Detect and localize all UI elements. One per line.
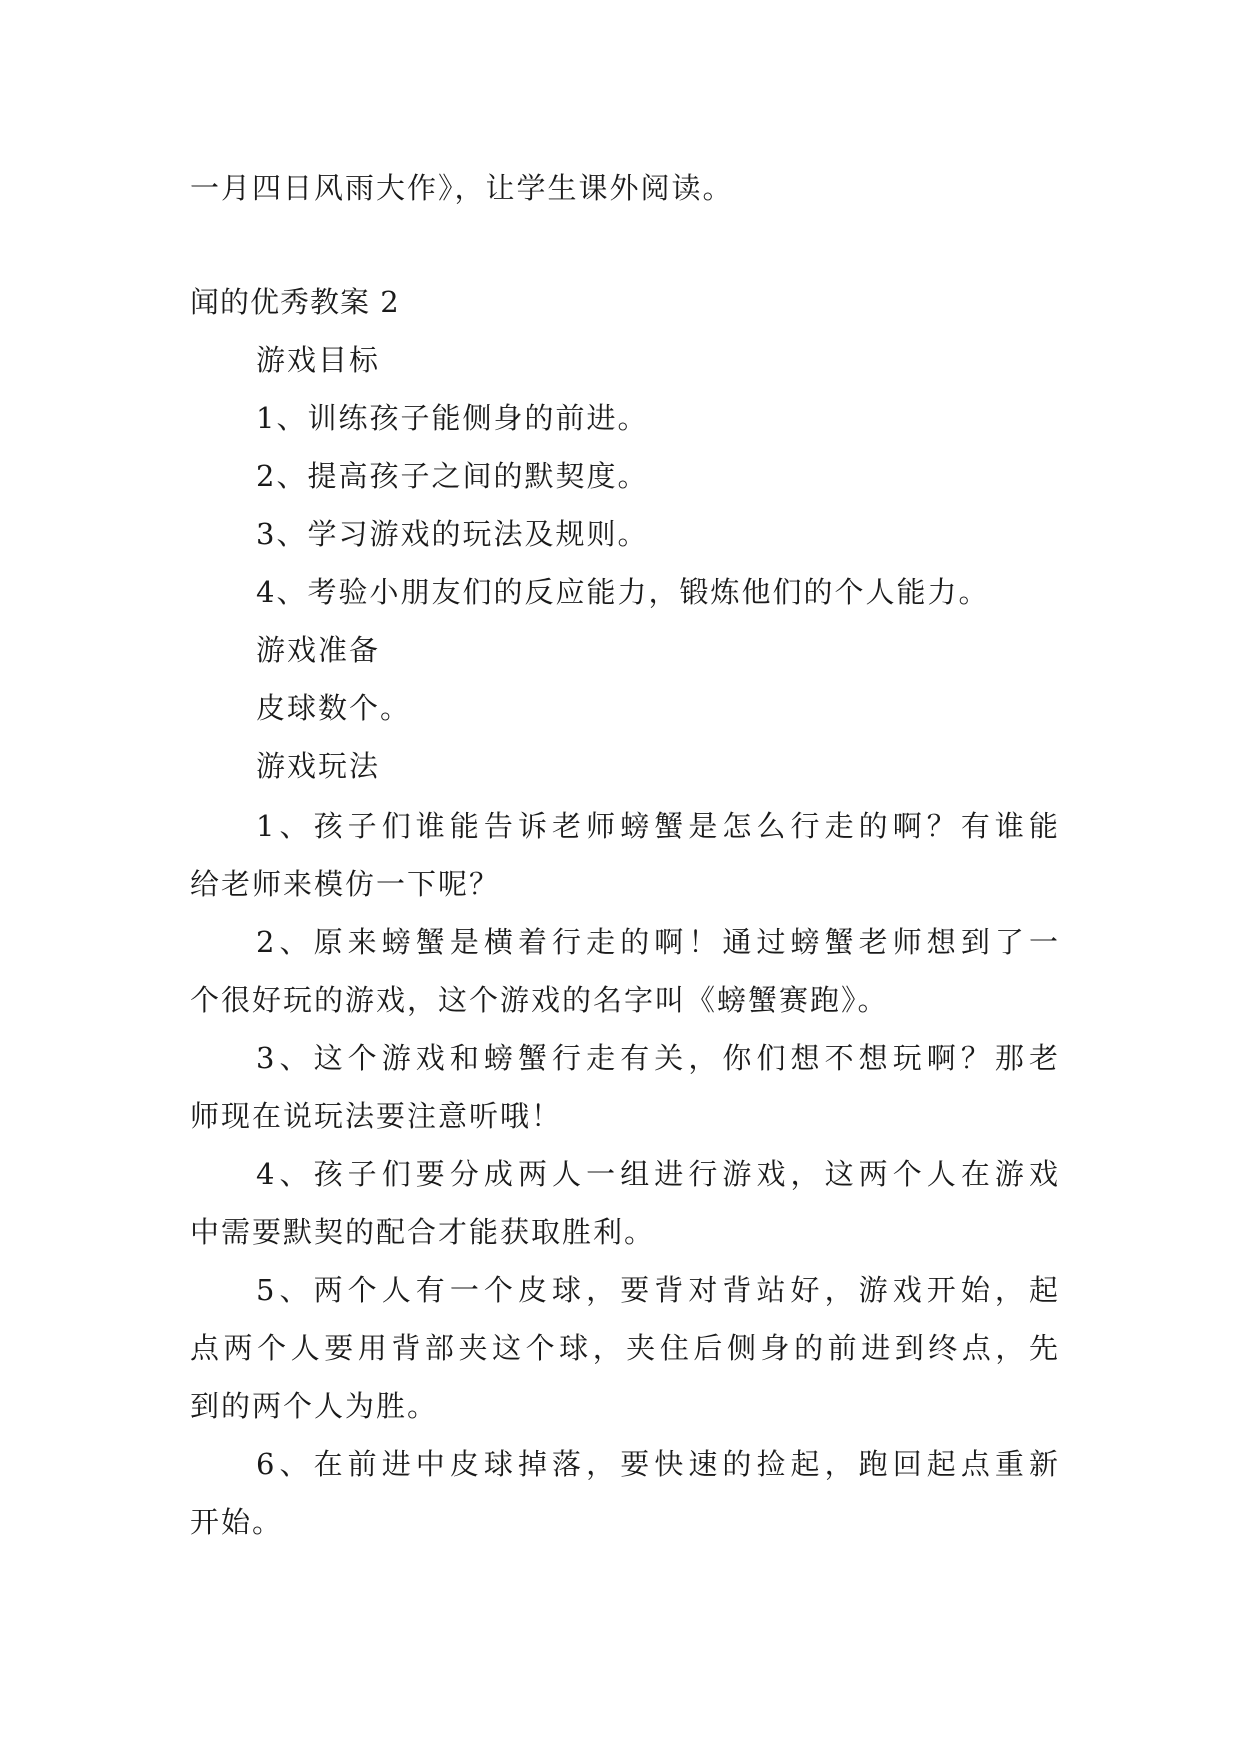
goal-item-3: 3、学习游戏的玩法及规则。 [256, 517, 649, 551]
gameplay-step-3-line-2: 师现在说玩法要注意听哦！ [190, 1099, 563, 1133]
gameplay-step-5-line-2: 点两个人要用背部夹这个球，夹住后侧身的前进到终点，先 [190, 1331, 1060, 1365]
goal-item-1: 1、训练孩子能侧身的前进。 [256, 401, 649, 435]
gameplay-step-1-line-2: 给老师来模仿一下呢？ [190, 867, 501, 901]
goal-item-2: 2、提高孩子之间的默契度。 [256, 459, 649, 493]
subheading-preparation: 游戏准备 [256, 633, 381, 667]
subheading-gameplay: 游戏玩法 [256, 749, 381, 783]
text-line-continuation: 一月四日风雨大作》，让学生课外阅读。 [190, 171, 734, 205]
preparation-text: 皮球数个。 [256, 691, 412, 725]
gameplay-step-4-line-1: 4、孩子们要分成两人一组进行游戏，这两个人在游戏 [256, 1157, 1060, 1191]
gameplay-step-1-line-1: 1、孩子们谁能告诉老师螃蟹是怎么行走的啊？有谁能 [256, 809, 1060, 843]
gameplay-step-6-line-1: 6、在前进中皮球掉落，要快速的捡起，跑回起点重新 [256, 1447, 1060, 1481]
gameplay-step-4-line-2: 中需要默契的配合才能获取胜利。 [190, 1215, 656, 1249]
gameplay-step-6-line-2: 开始。 [190, 1505, 284, 1539]
goal-item-4: 4、考验小朋友们的反应能力，锻炼他们的个人能力。 [256, 575, 990, 609]
gameplay-step-2-line-1: 2、原来螃蟹是横着行走的啊！通过螃蟹老师想到了一 [256, 925, 1060, 959]
gameplay-step-5-line-3: 到的两个人为胜。 [190, 1389, 439, 1423]
gameplay-step-2-line-2: 个很好玩的游戏，这个游戏的名字叫《螃蟹赛跑》。 [190, 983, 889, 1017]
section-heading: 闻的优秀教案 2 [190, 285, 400, 319]
gameplay-step-3-line-1: 3、这个游戏和螃蟹行走有关，你们想不想玩啊？那老 [256, 1041, 1060, 1075]
gameplay-step-5-line-1: 5、两个人有一个皮球，要背对背站好，游戏开始，起 [256, 1273, 1060, 1307]
subheading-goals: 游戏目标 [256, 343, 381, 377]
